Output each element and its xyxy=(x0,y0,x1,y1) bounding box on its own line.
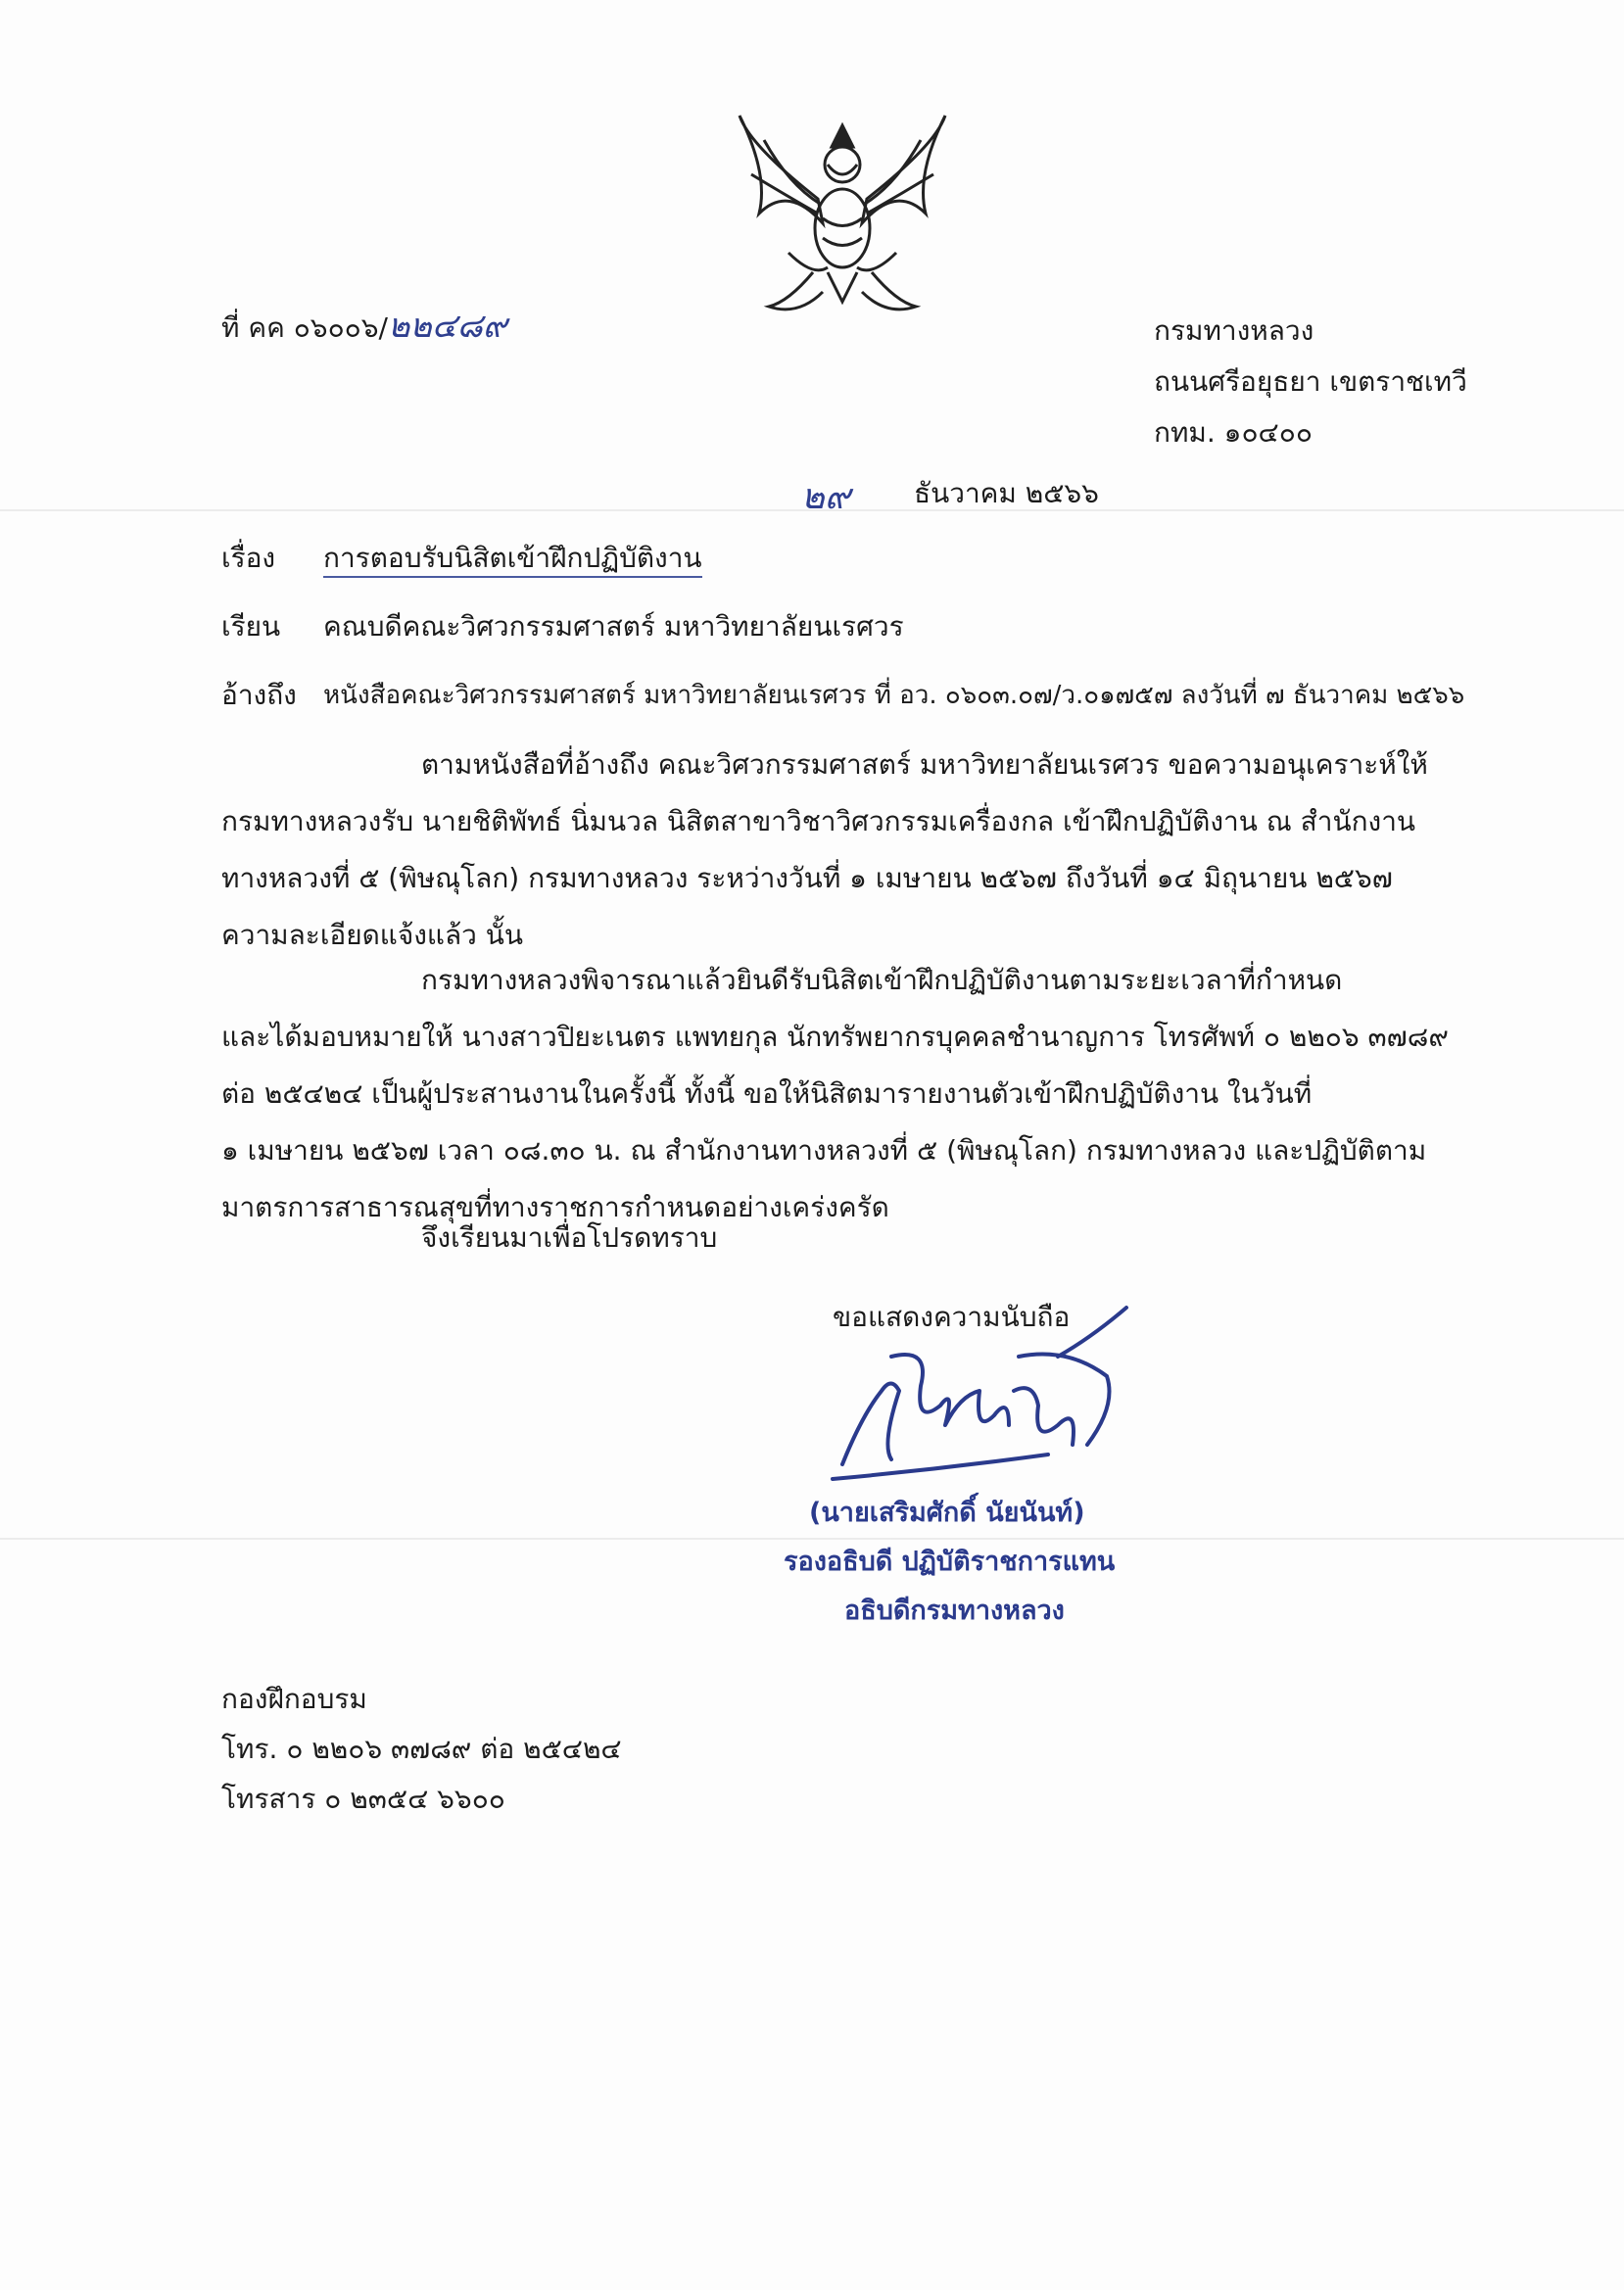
garuda-emblem-icon xyxy=(730,106,955,331)
date: ธันวาคม ๒๕๖๖ xyxy=(914,477,1099,509)
footer-division: กองฝึกอบรม xyxy=(221,1683,367,1715)
para2-line: และได้มอบหมายให้ นางสาวปิยะเนตร แพทยกุล นักทรัพยากรบุคคลชำนาญการ โทรศัพท์ ๐ ๒๒๐๖ ๓๗๘๙ xyxy=(221,1021,1449,1053)
reference-number: ที่ คค ๐๖๐๐๖/๒๒๔๘๙ xyxy=(221,307,507,346)
address-line-1: กรมทางหลวง xyxy=(1154,314,1314,347)
handwritten-date-day: ๒๙ xyxy=(801,477,851,517)
address-line-2: ถนนศรีอยุธยา เขตราชเทวี xyxy=(1154,365,1467,398)
recipient: คณบดีคณะวิศวกรรมศาสตร์ มหาวิทยาลัยนเรศวร xyxy=(323,610,904,643)
signer-title: อธิบดีกรมทางหลวง xyxy=(844,1596,1065,1626)
para1-line: ทางหลวงที่ ๕ (พิษณุโลก) กรมทางหลวง ระหว่างวันที่ ๑ เมษายน ๒๕๖๗ ถึงวันที่ ๑๔ มิถุนายน ๒๕๖๗ xyxy=(221,862,1393,894)
refer-label: อ้างถึง xyxy=(221,679,297,711)
para1-line: ตามหนังสือที่อ้างถึง คณะวิศวกรรมศาสตร์ มหาวิทยาลัยนเรศวร ขอความอนุเคราะห์ให้ xyxy=(421,748,1428,781)
para2-line: กรมทางหลวงพิจารณาแล้วยินดีรับนิสิตเข้าฝึกปฏิบัติงานตามระยะเวลาที่กำหนด xyxy=(421,964,1343,996)
to-label: เรียน xyxy=(221,610,281,643)
regards: ขอแสดงความนับถือ xyxy=(833,1301,1071,1333)
signer-name: (นายเสริมศักดิ์ นัยนันท์) xyxy=(809,1498,1085,1528)
footer-phone: โทร. ๐ ๒๒๐๖ ๓๗๘๙ ต่อ ๒๕๔๒๔ xyxy=(221,1733,622,1765)
para2-line: ต่อ ๒๕๔๒๔ เป็นผู้ประสานงานในครั้งนี้ ทั้งนี้ ขอให้นิสิตมารายงานตัวเข้าฝึกปฏิบัติงาน ในวันที่ xyxy=(221,1077,1313,1110)
subject-label: เรื่อง xyxy=(221,542,276,574)
para1-line: ความละเอียดแจ้งแล้ว นั้น xyxy=(221,919,524,951)
address-line-3: กทม. ๑๐๔๐๐ xyxy=(1154,416,1313,449)
subject-text: การตอบรับนิสิตเข้าฝึกปฏิบัติงาน xyxy=(323,542,702,578)
handwritten-reference: ๒๒๔๘๙ xyxy=(387,307,507,346)
refer-text: หนังสือคณะวิศวกรรมศาสตร์ มหาวิทยาลัยนเรศวร ที่ อว. ๐๖๐๓.๐๗/ว.๐๑๗๕๗ ลงวันที่ ๗ ธันวาคม ๒๕๖๖ xyxy=(323,681,1465,710)
signer-title: รองอธิบดี ปฏิบัติราชการแทน xyxy=(784,1547,1116,1577)
closing-line: จึงเรียนมาเพื่อโปรดทราบ xyxy=(421,1221,718,1254)
para1-line: กรมทางหลวงรับ นายชิติพัทธ์ นิ่มนวล นิสิตสาขาวิชาวิศวกรรมเครื่องกล เข้าฝึกปฏิบัติงาน ณ สำนักงาน xyxy=(221,805,1416,837)
signature-image xyxy=(823,1298,1146,1484)
subject xyxy=(323,539,702,578)
footer-fax: โทรสาร ๐ ๒๓๕๔ ๖๖๐๐ xyxy=(221,1783,505,1815)
para2-line: ๑ เมษายน ๒๕๖๗ เวลา ๐๘.๓๐ น. ณ สำนักงานทางหลวงที่ ๕ (พิษณุโลก) กรมทางหลวง และปฏิบัติตาม xyxy=(221,1134,1427,1167)
para2-line: มาตรการสาธารณสุขที่ทางราชการกำหนดอย่างเคร่งครัด xyxy=(221,1191,889,1223)
